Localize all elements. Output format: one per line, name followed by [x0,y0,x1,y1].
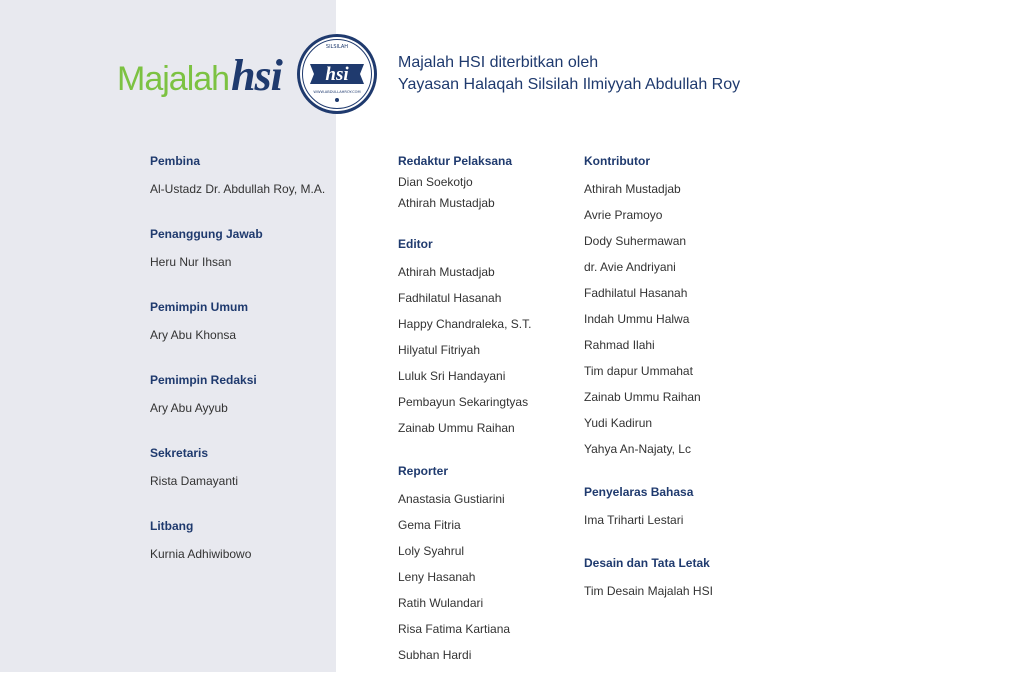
hsi-seal-logo [296,33,378,115]
section-heading: Litbang [150,519,194,533]
publisher-line-2: Yayasan Halaqah Silsilah Ilmiyyah Abdullah Roy [398,76,741,93]
section-editor [398,236,578,441]
section-heading: Penyelaras Bahasa [584,485,694,499]
staff-name: Zainab Ummu Raihan [584,390,701,404]
section-penyelaras-bahasa [584,484,804,533]
staff-name: Zainab Ummu Raihan [398,421,515,435]
staff-name: Dian Soekotjo [398,175,473,189]
section-heading: Redaktur Pelaksana [398,154,513,168]
section-kontributor [584,153,804,462]
section-redaktur-pelaksana [398,153,578,214]
section-pemimpin-umum [150,299,336,348]
seal-center-text: hsi [325,64,349,85]
masthead-middle-column [398,153,578,690]
staff-name: Leny Hasanah [398,570,476,584]
staff-name: Hilyatul Fitriyah [398,343,481,357]
staff-name: Athirah Mustadjab [584,182,681,196]
publisher-statement [398,52,740,96]
section-sekretaris [150,445,336,494]
staff-name: Yahya An-Najaty, Lc [584,442,691,456]
logo-majalah-text: Majalah [117,60,230,98]
section-heading: Kontributor [584,154,650,168]
section-reporter [398,463,578,668]
logo-hsi-text: hsi [231,51,282,100]
staff-name: Rahmad Ilahi [584,338,655,352]
staff-name: Happy Chandraleka, S.T. [398,317,532,331]
staff-name: Ratih Wulandari [398,596,484,610]
section-heading: Pemimpin Umum [150,300,249,314]
section-litbang [150,518,336,567]
section-heading: Editor [398,237,433,251]
publisher-line-1: Majalah HSI diterbitkan oleh [398,54,599,71]
staff-name: Rista Damayanti [150,474,239,488]
staff-name: Ary Abu Ayyub [150,401,228,415]
staff-name: Kurnia Adhiwibowo [150,547,252,561]
seal-bottom-text: WWW.ABDULLAHROY.COM [313,90,361,94]
section-heading: Reporter [398,464,449,478]
staff-name: Ima Triharti Lestari [584,513,684,527]
staff-name: Ary Abu Khonsa [150,328,237,342]
section-desain-tata-letak [584,555,804,604]
staff-name: Anastasia Gustiarini [398,492,505,506]
staff-name: Pembayun Sekaringtyas [398,395,529,409]
staff-name: Fadhilatul Hasanah [398,291,502,305]
staff-name: Gema Fitria [398,518,461,532]
section-heading: Pemimpin Redaksi [150,373,257,387]
staff-name: Avrie Pramoyo [584,208,663,222]
staff-name: Athirah Mustadjab [398,196,495,210]
staff-name: Indah Ummu Halwa [584,312,690,326]
staff-name: Luluk Sri Handayani [398,369,506,383]
masthead-right-column [584,153,804,626]
staff-name: Athirah Mustadjab [398,265,495,279]
section-heading: Penanggung Jawab [150,227,263,241]
staff-name: Tim Desain Majalah HSI [584,584,713,598]
staff-name: Risa Fatima Kartiana [398,622,511,636]
seal-top-text: SILSILAH [325,44,349,50]
majalah-hsi-logo [117,50,282,100]
staff-name: Heru Nur Ihsan [150,255,232,269]
masthead-left-column [150,153,336,591]
staff-name: Al-Ustadz Dr. Abdullah Roy, M.A. [150,182,326,196]
staff-name: Dody Suhermawan [584,234,687,248]
section-pembina [150,153,336,202]
section-heading: Desain dan Tata Letak [584,556,710,570]
staff-name: Tim dapur Ummahat [584,364,693,378]
staff-name: Loly Syahrul [398,544,465,558]
section-heading: Sekretaris [150,446,209,460]
staff-name: Subhan Hardi [398,648,472,662]
staff-name: Fadhilatul Hasanah [584,286,688,300]
section-pemimpin-redaksi [150,372,336,421]
staff-name: dr. Avie Andriyani [584,260,676,274]
staff-name: Yudi Kadirun [584,416,653,430]
section-heading: Pembina [150,154,201,168]
section-penanggung-jawab [150,226,336,275]
